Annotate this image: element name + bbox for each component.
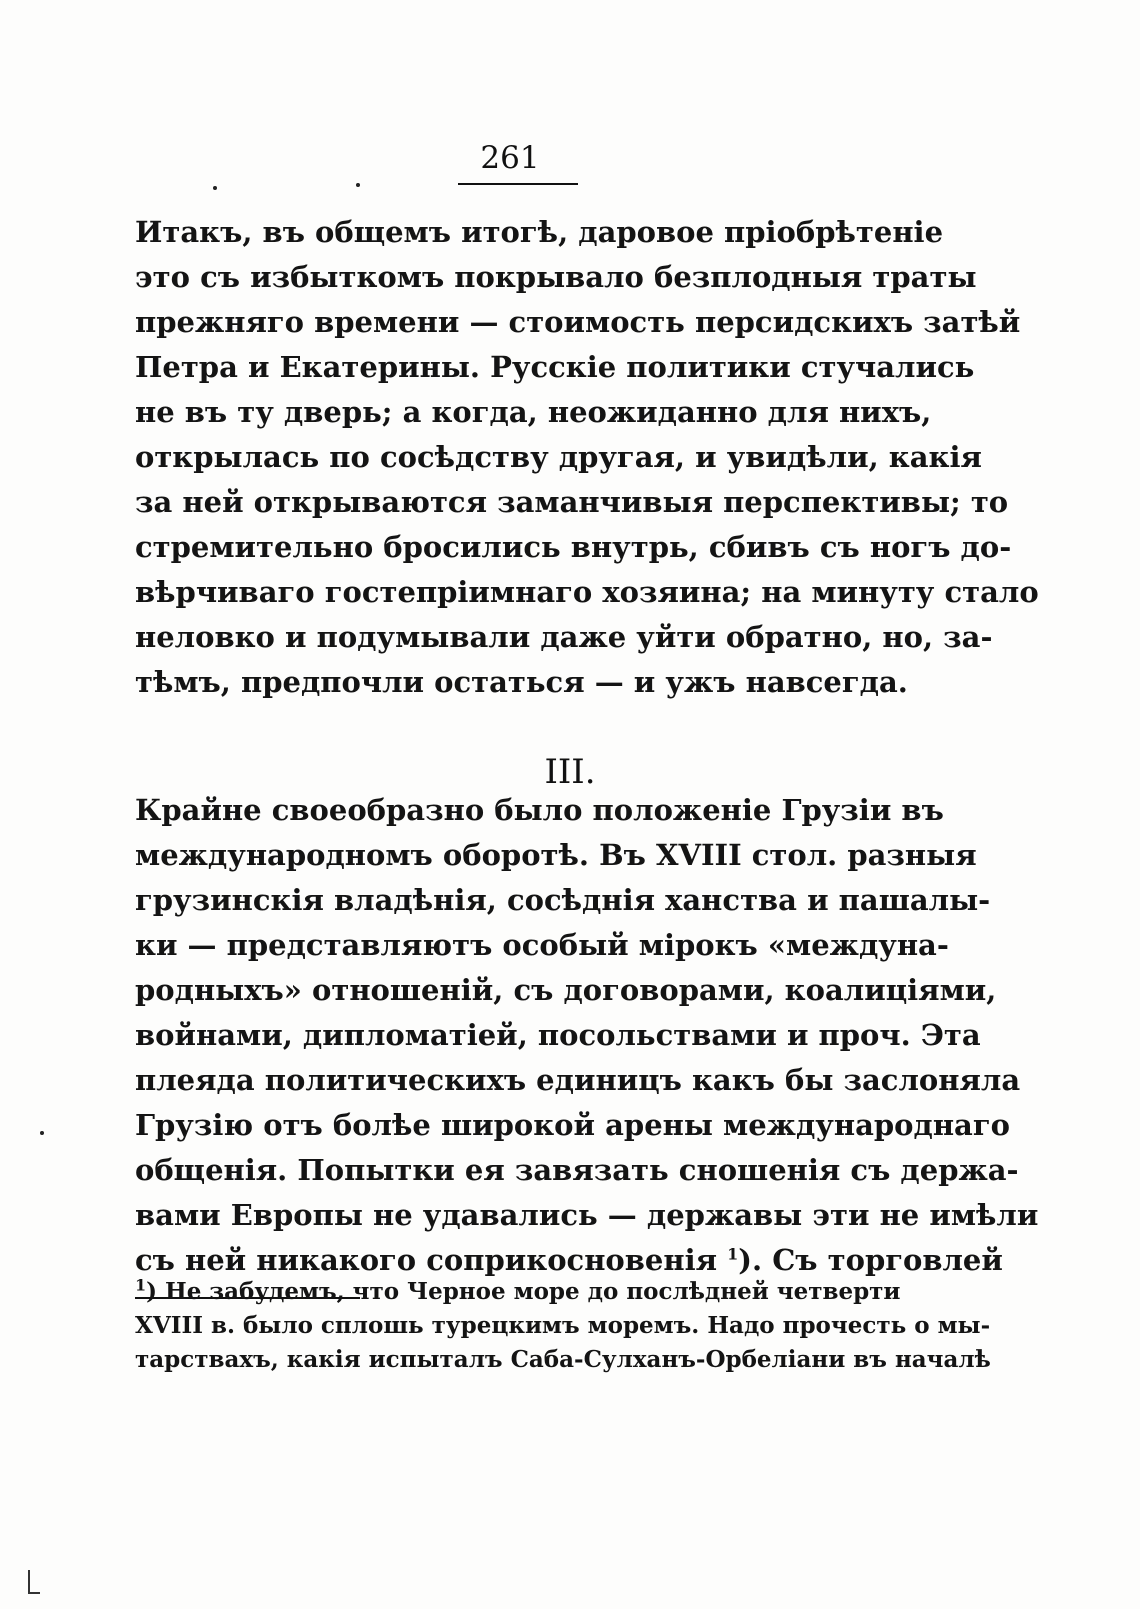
text-line: это съ избыткомъ покрывало безплодныя траты [135, 260, 977, 294]
text-line: войнами, дипломатіей, посольствами и проч. Эта [135, 1018, 981, 1052]
text-line: родныхъ» отношеній, съ договорами, коалиціями, [135, 973, 997, 1007]
text-line: неловко и подумывали даже уйти обратно, но, за- [135, 620, 993, 654]
print-speck [40, 1131, 44, 1135]
text-line: прежняго времени — стоимость персидскихъ затѣй [135, 305, 1021, 339]
paragraph-1 [135, 210, 1039, 705]
footnote [135, 1275, 991, 1377]
footnote-reference: 1 [727, 1244, 739, 1264]
text-segment: ) Не забудемъ, что Черное море до послѣдней четверти [146, 1278, 901, 1305]
text-line: тѣмъ, предпочли остаться — и ужъ навсегда. [135, 665, 908, 699]
text-line: плеяда политическихъ единицъ какъ бы заслоняла [135, 1063, 1021, 1097]
text-line: общенія. Попытки ея завязать сношенія съ держа- [135, 1153, 1019, 1187]
print-speck [213, 186, 217, 190]
text-segment: ). Съ торговлей [738, 1243, 1003, 1277]
text-line: за ней открываются заманчивыя перспективы; то [135, 485, 1009, 519]
text-line: вѣрчиваго гостепріимнаго хозяина; на минуту стало [135, 575, 1039, 609]
text-line: вами Европы не удавались — державы эти не имѣли [135, 1198, 1039, 1232]
text-line: открылась по сосѣдству другая, и увидѣли, какія [135, 440, 982, 474]
footnote-line [135, 1275, 900, 1309]
header-rule [458, 183, 578, 185]
text-line: грузинскія владѣнія, сосѣднія ханства и пашалы- [135, 883, 991, 917]
page-header [440, 140, 580, 176]
footnote-line: XVIII в. было сплошь турецкимъ моремъ. Надо прочесть о мы- [135, 1312, 991, 1339]
text-line: ки — представляютъ особый мірокъ «междуна- [135, 928, 949, 962]
paragraph-2 [135, 788, 1039, 1283]
scan-corner-mark [28, 1570, 40, 1594]
text-line: Крайне своеобразно было положеніе Грузіи въ [135, 793, 944, 827]
text-line: стремительно бросились внутрь, сбивъ съ ногъ до- [135, 530, 1012, 564]
text-line: не въ ту дверь; а когда, неожиданно для нихъ, [135, 395, 932, 429]
text-line: Итакъ, въ общемъ итогѣ, даровое пріобрѣтеніе [135, 215, 944, 249]
footnote-marker: 1 [135, 1275, 147, 1295]
print-speck [356, 183, 360, 187]
text-line: Петра и Екатерины. Русскіе политики стучались [135, 350, 975, 384]
section-heading: III. [544, 752, 596, 792]
text-line: Грузію отъ болѣе широкой арены международнаго [135, 1108, 1010, 1142]
text-line: международномъ оборотѣ. Въ XVIII стол. разныя [135, 838, 977, 872]
text-segment: съ ней никакого соприкосновенія [135, 1243, 718, 1277]
footnote-line: тарствахъ, какія испыталъ Саба-Сулханъ-Орбеліани въ началѣ [135, 1346, 991, 1373]
page-number: 261 [480, 140, 540, 176]
